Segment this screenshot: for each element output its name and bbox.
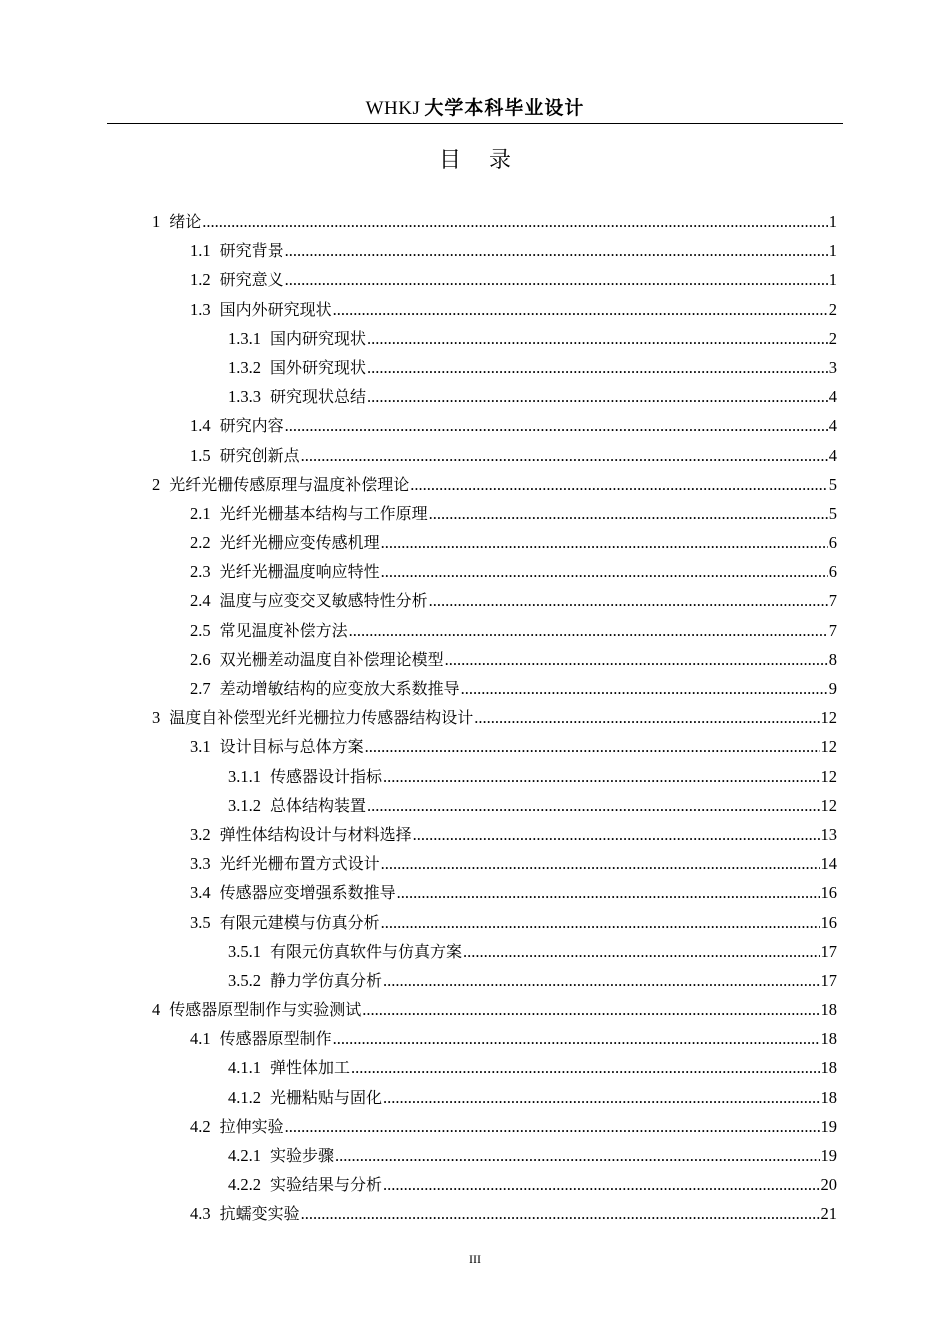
toc-entry-title: 研究创新点 [219, 445, 300, 465]
toc-entry-page: 8 [828, 649, 837, 669]
toc-entry[interactable] [0, 557, 950, 586]
toc-entry-page: 5 [828, 474, 837, 494]
toc-entry-title: 拉伸实验 [219, 1116, 284, 1136]
toc-entry-page: 2 [828, 328, 837, 348]
toc-entry-title: 研究内容 [219, 416, 284, 436]
toc-entry-page: 16 [820, 883, 837, 903]
toc-entry-number: 3.5.1 [228, 941, 261, 961]
toc-entry-number: 3.1.1 [228, 766, 261, 786]
toc-entry-number: 4.2.2 [228, 1175, 261, 1195]
toc-entry[interactable] [0, 1024, 950, 1053]
toc-dot-leader [383, 966, 819, 995]
toc-entry[interactable] [0, 1199, 950, 1228]
toc-title: 目录 [438, 148, 539, 173]
toc-entry-page: 18 [820, 1000, 837, 1020]
toc-entry[interactable] [0, 908, 950, 937]
toc-entry-title: 国外研究现状 [270, 357, 367, 377]
toc-dot-leader [335, 1141, 819, 1170]
toc-entry-number: 2.6 [190, 649, 211, 669]
toc-entry-title: 有限元建模与仿真分析 [219, 912, 380, 932]
toc-entry[interactable] [0, 966, 950, 995]
toc-entry[interactable] [0, 265, 950, 294]
toc-entry-number: 4.2 [190, 1116, 211, 1136]
toc-entry-page: 9 [828, 679, 837, 698]
toc-entry-number: 3.5.2 [228, 970, 261, 990]
toc-entry[interactable] [0, 207, 950, 236]
running-header [107, 96, 843, 120]
toc-entry-title: 弹性体结构设计与材料选择 [219, 824, 412, 844]
toc-entry[interactable] [0, 762, 950, 791]
toc-entry-number: 3.4 [190, 883, 211, 903]
toc-entry-page: 12 [820, 766, 837, 786]
toc-entry[interactable] [0, 353, 950, 382]
toc-entry-title: 研究背景 [219, 241, 284, 261]
toc-entry-page: 21 [820, 1204, 837, 1224]
toc-entry-page: 12 [820, 737, 837, 757]
toc-entry-title: 温度自补偿型光纤光栅拉力传感器结构设计 [169, 708, 474, 728]
toc-entry-number: 1.3.3 [228, 387, 261, 407]
toc-dot-leader [367, 791, 819, 820]
toc-entry-page: 13 [820, 824, 837, 844]
toc-entry-page: 2 [828, 299, 837, 319]
toc-entry-number: 2.5 [190, 620, 211, 640]
header-document-type: 大学本科毕业设计 [424, 97, 585, 119]
toc-dot-leader [463, 937, 819, 966]
toc-entry-number: 4.3 [190, 1204, 211, 1224]
toc-entry[interactable] [0, 995, 950, 1024]
toc-entry-number: 1.5 [190, 445, 211, 465]
toc-dot-leader [474, 703, 819, 732]
toc-entry-page: 4 [828, 387, 837, 407]
toc-entry-title: 研究现状总结 [270, 387, 367, 407]
toc-entry-number: 2.1 [190, 503, 211, 523]
toc-entry-number: 3 [152, 708, 161, 728]
toc-entry-page: 1 [828, 241, 837, 261]
toc-dot-leader [381, 849, 820, 878]
toc-entry-title: 绪论 [169, 212, 202, 231]
toc-entry-number: 1.3.1 [228, 328, 261, 348]
toc-entry-number: 3.1.2 [228, 795, 261, 815]
toc-entry-number: 4.1.1 [228, 1058, 261, 1078]
toc-entry-page: 12 [820, 708, 837, 728]
toc-dot-leader [285, 265, 828, 294]
toc-entry-title: 差动增敏结构的应变放大系数推导 [219, 679, 460, 698]
toc-entry[interactable] [0, 586, 950, 615]
toc-entry[interactable] [0, 1170, 950, 1199]
toc-dot-leader [445, 645, 828, 674]
toc-entry-number: 3.1 [190, 737, 211, 757]
toc-entry-page: 7 [828, 591, 837, 611]
page-number: III [469, 1252, 481, 1266]
toc-dot-leader [381, 528, 828, 557]
toc-entry-number: 3.3 [190, 854, 211, 874]
header-university-code: WHKJ [365, 98, 421, 119]
toc-entry-title: 双光栅差动温度自补偿理论模型 [219, 649, 444, 669]
toc-entry-title: 光纤光栅温度响应特性 [219, 562, 380, 582]
table-of-contents [0, 207, 950, 1229]
toc-entry-title: 国内研究现状 [270, 328, 367, 348]
toc-entry[interactable] [0, 878, 950, 907]
toc-entry-page: 6 [828, 533, 837, 553]
toc-entry[interactable] [0, 1112, 950, 1141]
toc-entry-title: 有限元仿真软件与仿真方案 [270, 941, 463, 961]
toc-entry-page: 19 [820, 1116, 837, 1136]
toc-entry-page: 1 [828, 212, 837, 231]
toc-entry-title: 传感器原型制作 [219, 1029, 332, 1049]
toc-entry-title: 光栅粘贴与固化 [270, 1087, 383, 1107]
toc-entry-number: 3.2 [190, 824, 211, 844]
toc-entry-title: 静力学仿真分析 [270, 970, 383, 990]
toc-entry[interactable] [0, 703, 950, 732]
toc-entry[interactable] [0, 382, 950, 411]
toc-entry-page: 18 [820, 1058, 837, 1078]
toc-dot-leader [413, 820, 820, 849]
toc-entry-title: 抗蠕变实验 [219, 1204, 300, 1224]
toc-entry-title: 传感器设计指标 [270, 766, 383, 786]
toc-entry[interactable] [0, 645, 950, 674]
toc-entry[interactable] [0, 441, 950, 470]
toc-dot-leader [383, 1083, 819, 1112]
toc-entry-title: 总体结构装置 [270, 795, 367, 815]
toc-entry[interactable] [0, 295, 950, 324]
toc-entry[interactable] [0, 1083, 950, 1112]
toc-entry-page: 4 [828, 416, 837, 436]
toc-dot-leader [333, 1024, 820, 1053]
toc-entry-title: 研究意义 [219, 270, 284, 290]
toc-dot-leader [429, 499, 828, 528]
toc-entry-page: 17 [820, 941, 837, 961]
toc-entry-title: 光纤光栅应变传感机理 [219, 533, 380, 553]
toc-entry-title: 设计目标与总体方案 [219, 737, 364, 757]
toc-dot-leader [429, 586, 828, 615]
toc-entry-number: 2.2 [190, 533, 211, 553]
toc-entry-page: 1 [828, 270, 837, 290]
toc-dot-leader [362, 995, 819, 1024]
toc-entry-number: 4 [152, 1000, 161, 1020]
toc-entry[interactable] [0, 1053, 950, 1082]
toc-dot-leader [410, 470, 827, 499]
toc-entry-number: 1 [152, 212, 161, 231]
toc-entry-number: 1.4 [190, 416, 211, 436]
toc-entry-page: 7 [828, 620, 837, 640]
toc-entry-title: 弹性体加工 [270, 1058, 351, 1078]
toc-entry-title: 温度与应变交叉敏感特性分析 [219, 591, 428, 611]
toc-entry-number: 2.7 [190, 679, 211, 698]
header-divider [107, 123, 843, 124]
toc-entry-page: 6 [828, 562, 837, 582]
toc-entry[interactable] [0, 324, 950, 353]
toc-dot-leader [367, 382, 828, 411]
toc-entry-page: 18 [820, 1029, 837, 1049]
toc-dot-leader [381, 557, 828, 586]
toc-dot-leader [285, 411, 828, 440]
toc-entry-page: 19 [820, 1146, 837, 1165]
toc-entry-page: 17 [820, 970, 837, 990]
toc-entry-title: 常见温度补偿方法 [219, 620, 348, 640]
toc-dot-leader [365, 732, 820, 761]
toc-entry-number: 2 [152, 474, 161, 494]
toc-entry-title: 光纤光栅传感原理与温度补偿理论 [169, 474, 410, 494]
toc-entry[interactable] [0, 1141, 950, 1170]
toc-entry-title: 传感器原型制作与实验测试 [169, 1000, 362, 1020]
toc-dot-leader [381, 908, 820, 937]
toc-entry[interactable] [0, 411, 950, 440]
toc-entry[interactable] [0, 470, 950, 499]
toc-entry-page: 18 [820, 1087, 837, 1107]
toc-entry-page: 14 [820, 854, 837, 874]
toc-entry-number: 2.4 [190, 591, 211, 611]
toc-entry-number: 1.3.2 [228, 357, 261, 377]
toc-entry-number: 3.5 [190, 912, 211, 932]
toc-entry-number: 4.1 [190, 1029, 211, 1049]
toc-dot-leader [397, 878, 820, 907]
toc-dot-leader [285, 236, 828, 265]
toc-dot-leader [285, 1112, 820, 1141]
toc-dot-leader [351, 1053, 819, 1082]
toc-entry-page: 5 [828, 503, 837, 523]
toc-entry-title: 光纤光栅基本结构与工作原理 [219, 503, 428, 523]
toc-entry-number: 4.2.1 [228, 1146, 261, 1165]
toc-entry-page: 12 [820, 795, 837, 815]
toc-entry-title: 实验结果与分析 [270, 1175, 383, 1195]
toc-entry-title: 光纤光栅布置方式设计 [219, 854, 380, 874]
toc-dot-leader [301, 1199, 820, 1228]
toc-entry[interactable] [0, 674, 950, 703]
toc-dot-leader [301, 441, 828, 470]
toc-entry[interactable] [0, 937, 950, 966]
toc-entry[interactable] [0, 616, 950, 645]
toc-entry-page: 16 [820, 912, 837, 932]
toc-entry-number: 1.1 [190, 241, 211, 261]
toc-entry[interactable] [0, 499, 950, 528]
toc-dot-leader [461, 674, 828, 703]
toc-entry-number: 1.2 [190, 270, 211, 290]
toc-entry-page: 4 [828, 445, 837, 465]
toc-entry[interactable] [0, 236, 950, 265]
toc-entry-number: 4.1.2 [228, 1087, 261, 1107]
toc-dot-leader [383, 762, 819, 791]
toc-entry[interactable] [0, 820, 950, 849]
toc-entry-page: 3 [828, 357, 837, 377]
toc-dot-leader [349, 616, 828, 645]
toc-entry-number: 2.3 [190, 562, 211, 582]
toc-dot-leader [333, 295, 828, 324]
toc-dot-leader [367, 324, 828, 353]
toc-dot-leader [367, 353, 828, 382]
toc-entry[interactable] [0, 791, 950, 820]
toc-entry-title: 国内外研究现状 [219, 299, 332, 319]
toc-entry[interactable] [0, 732, 950, 761]
toc-entry[interactable] [0, 849, 950, 878]
toc-dot-leader [383, 1170, 819, 1199]
toc-entry[interactable] [0, 528, 950, 557]
toc-entry-title: 传感器应变增强系数推导 [219, 883, 396, 903]
toc-entry-title: 实验步骤 [270, 1146, 335, 1165]
toc-entry-number: 1.3 [190, 299, 211, 319]
toc-dot-leader [202, 207, 827, 236]
toc-entry-page: 20 [820, 1175, 837, 1195]
